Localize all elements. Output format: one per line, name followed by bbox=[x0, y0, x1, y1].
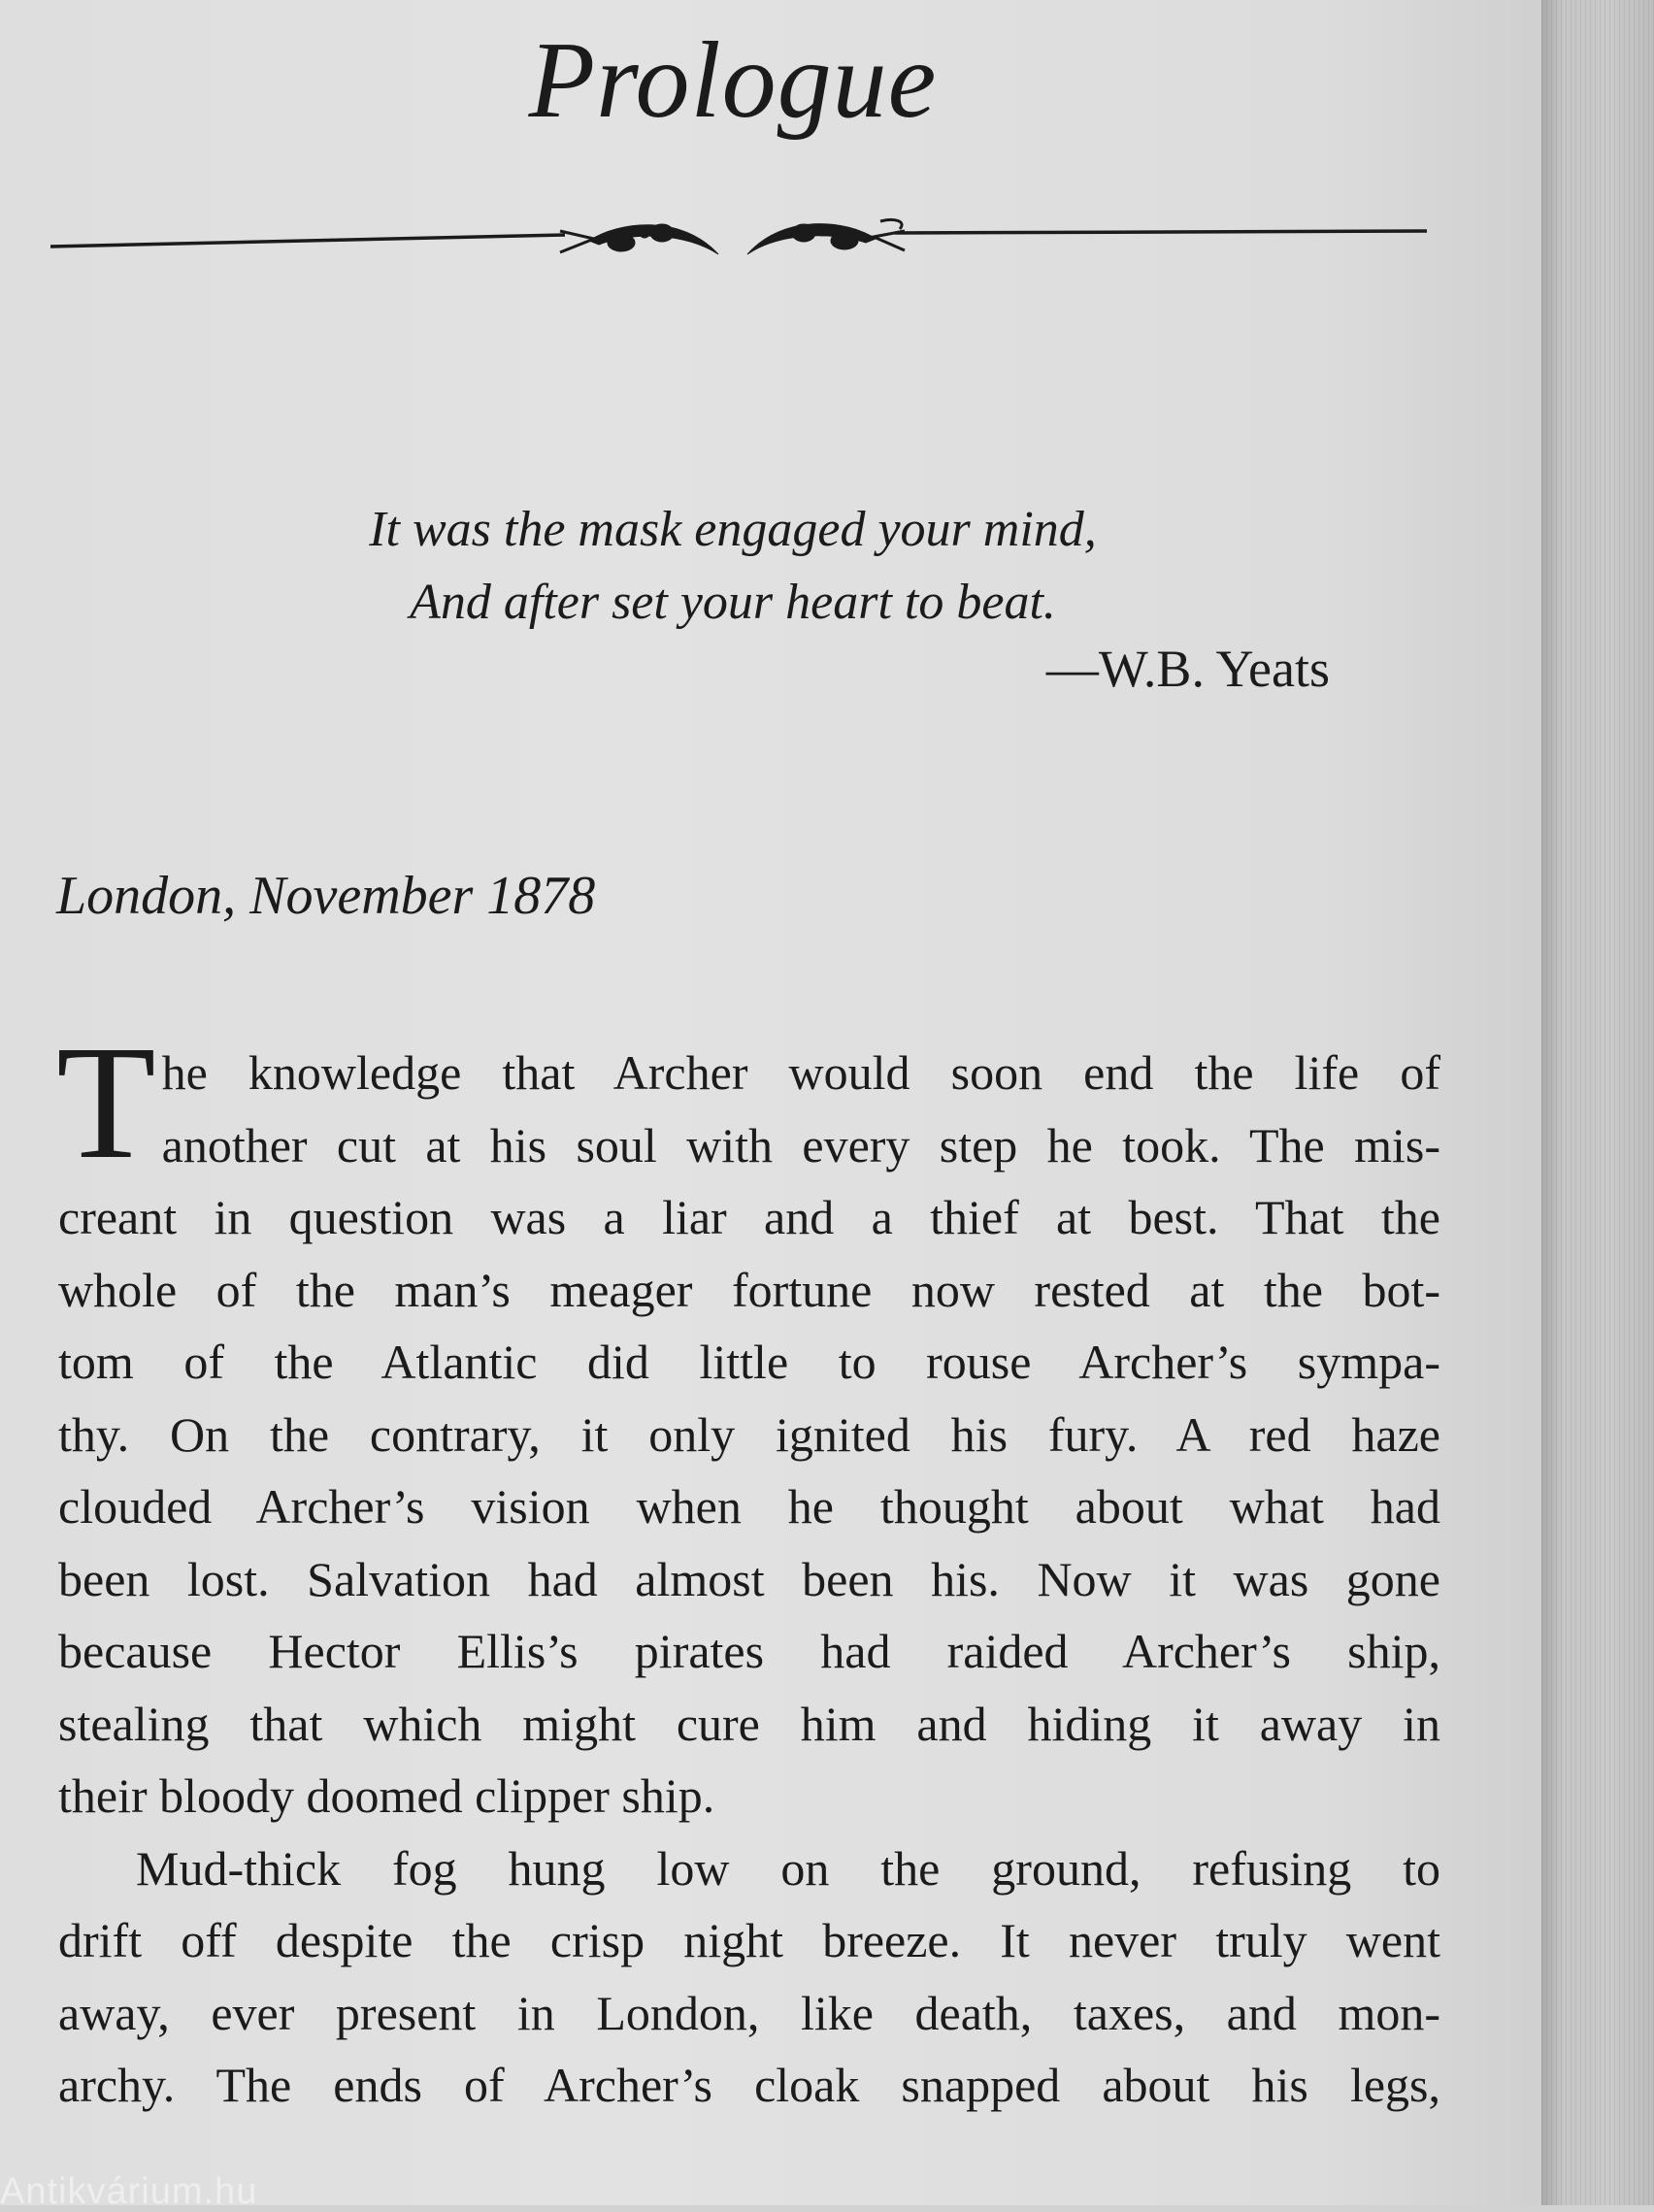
dateline: London, November 1878 bbox=[56, 866, 596, 926]
text-line: another cut at his soul with every step he took. The mis- bbox=[161, 1117, 1440, 1172]
epigraph-line: And after set your heart to beat. bbox=[410, 575, 1056, 630]
body-text bbox=[56, 1012, 1440, 2122]
chapter-title: Prologue bbox=[528, 20, 938, 141]
epigraph-line: It was the mask engaged your mind, bbox=[369, 502, 1097, 557]
text-line: because Hector Ellis’s pirates had raided Archer’s ship, bbox=[58, 1624, 1440, 1678]
text-line: archy. The ends of Archer’s cloak snapped about his legs, bbox=[58, 2058, 1440, 2112]
watermark: Antikvárium.hu bbox=[0, 2171, 258, 2212]
text-line: he knowledge that Archer would soon end the life of bbox=[161, 1045, 1440, 1100]
text-line: tom of the Atlantic did little to rouse Archer’s sympa- bbox=[58, 1335, 1440, 1389]
text-line: whole of the man’s meager fortune now rested at the bot- bbox=[58, 1262, 1440, 1317]
text-line: drift off despite the crisp night breeze. It never truly went bbox=[58, 1913, 1440, 1967]
epigraph bbox=[0, 493, 1466, 639]
text-line: stealing that which might cure him and hiding it away in bbox=[58, 1696, 1440, 1751]
text-line: creant in question was a liar and a thief at best. That the bbox=[58, 1190, 1440, 1244]
drop-cap: T bbox=[56, 1012, 156, 1193]
text-line: thy. On the contrary, it only ignited his fury. A red haze bbox=[58, 1406, 1440, 1462]
epigraph-attribution: —W.B. Yeats bbox=[1045, 640, 1330, 698]
paragraph bbox=[58, 1832, 1440, 2122]
text-line: been lost. Salvation had almost been his. Now it was gone bbox=[58, 1551, 1440, 1606]
text-line: Mud-thick fog hung low on the ground, refusing to bbox=[136, 1840, 1440, 1896]
book-page-edges bbox=[1541, 0, 1654, 2205]
text-line: their bloody doomed clipper ship. bbox=[58, 1768, 715, 1823]
text-line: clouded Archer’s vision when he thought about what had bbox=[58, 1479, 1440, 1534]
scroll-divider-ornament-icon bbox=[50, 212, 1427, 280]
paragraph bbox=[56, 1012, 1440, 1832]
text-line: away, ever present in London, like death, taxes, and mon- bbox=[58, 1985, 1440, 2040]
